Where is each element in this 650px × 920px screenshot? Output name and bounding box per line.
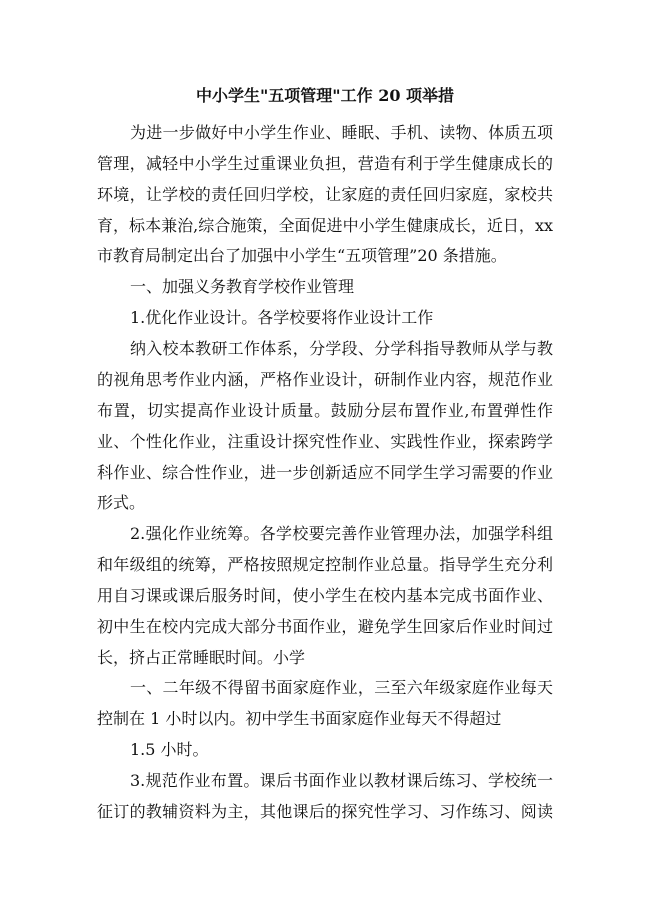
- text-line: 3.规范作业布置。课后书面作业以教材课后练习、学校统一: [130, 771, 553, 790]
- text-line: 一、二年级不得留书面家庭作业，三至六年级家庭作业每天: [130, 678, 553, 697]
- text-line: 1.5 小时。: [130, 740, 209, 759]
- text-line: 市教育局制定出台了加强中小学生“五项管理”20 条措施。: [97, 246, 507, 265]
- text-line: 科作业、综合性作业，进一步创新适应不同学生学习需要的作业: [97, 463, 553, 482]
- text-line: 的视角思考作业内涵，严格作业设计，研制作业内容，规范作业: [97, 370, 553, 389]
- section-heading: 一、加强义务教育学校作业管理: [130, 277, 355, 296]
- text-line: 布置，切实提高作业设计质量。鼓励分层布置作业,布置弹性作: [97, 401, 553, 420]
- text-line: 管理，减轻中小学生过重课业负担，营造有利于学生健康成长的: [97, 154, 553, 173]
- text-line: 环境，让学校的责任回归学校，让家庭的责任回归家庭，家校共: [97, 185, 553, 204]
- text-line: 育，标本兼治,综合施策，全面促进中小学生健康成长，近日，xx: [97, 216, 553, 235]
- text-line: 初中生在校内完成大部分书面作业，避免学生回家后作业时间过: [97, 617, 553, 636]
- text-line: 1.优化作业设计。各学校要将作业设计工作: [130, 308, 434, 327]
- text-line: 纳入校本教研工作体系，分学段、分学科指导教师从学与教: [130, 339, 553, 358]
- text-line: 为进一步做好中小学生作业、睡眠、手机、读物、体质五项: [130, 123, 553, 142]
- text-line: 2.强化作业统筹。各学校要完善作业管理办法，加强学科组: [130, 524, 553, 543]
- text-line: 业、个性化作业，注重设计探究性作业、实践性作业，探索跨学: [97, 432, 553, 451]
- text-line: 和年级组的统筹，严格按照规定控制作业总量。指导学生充分利: [97, 555, 553, 574]
- text-line: 控制在 1 小时以内。初中学生书面家庭作业每天不得超过: [97, 709, 502, 728]
- text-line: 长，挤占正常睡眠时间。小学: [97, 648, 306, 667]
- text-line: 形式。: [97, 493, 146, 512]
- text-line: 征订的教辅资料为主，其他课后的探究性学习、习作练习、阅读: [97, 802, 553, 821]
- document-title: 中小学生"五项管理"工作 20 项举措: [195, 86, 455, 105]
- text-line: 用自习课或课后服务时间，使小学生在校内基本完成书面作业、: [97, 586, 553, 605]
